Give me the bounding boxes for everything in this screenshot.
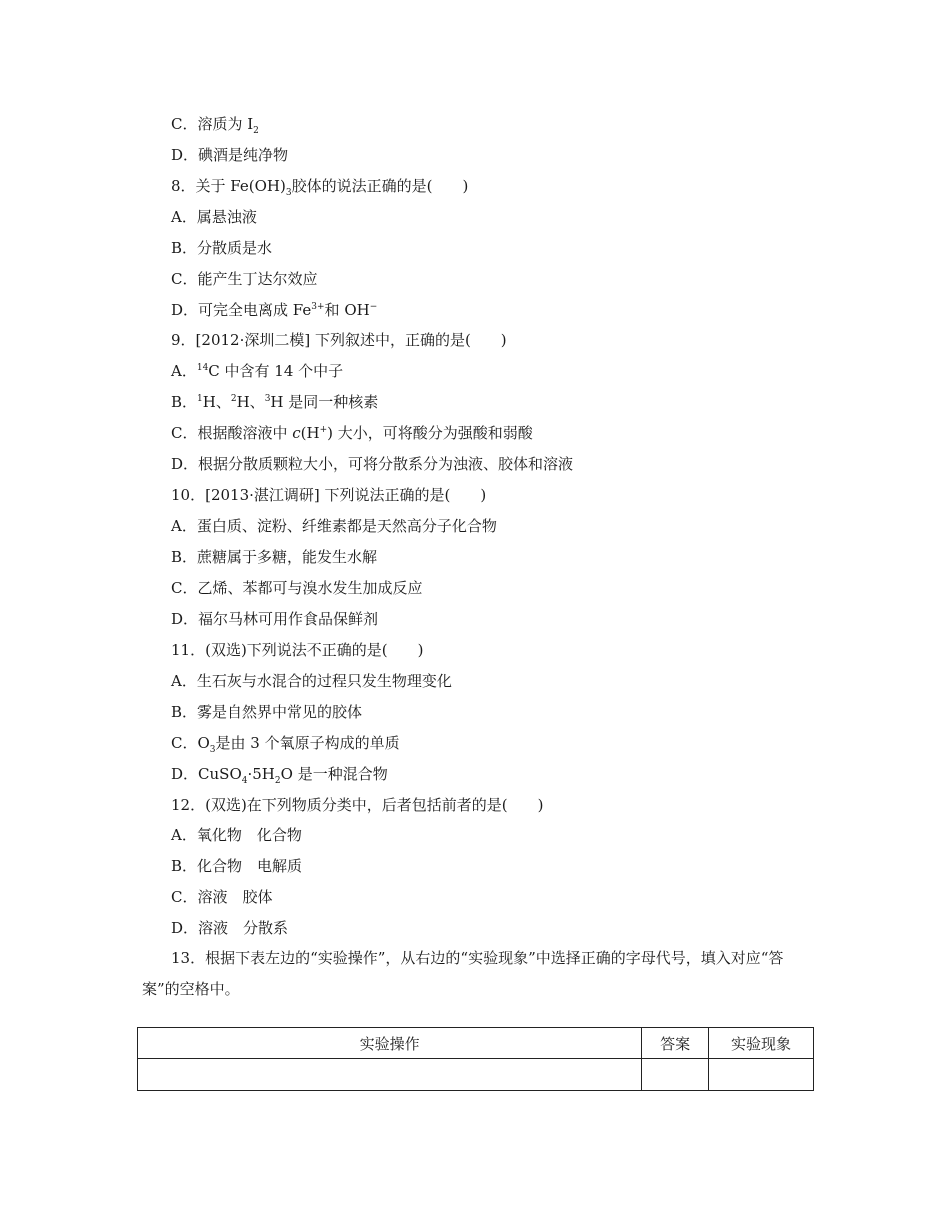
stem-text: 胶体的说法正确的是( ) xyxy=(291,177,469,195)
q13-stem: 13．根据下表左边的“实验操作”，从右边的“实验现象”中选择正确的字母代号，填入对应“答案”的空格中。 xyxy=(142,949,784,998)
option-text: O 是一种混合物 xyxy=(280,765,388,783)
q12-option-d: D．溶液 分散系 xyxy=(171,919,289,937)
q8-option-b: B．分散质是水 xyxy=(171,239,273,257)
superscript: + xyxy=(319,425,328,435)
q11-stem: 11．(双选)下列说法不正确的是( ) xyxy=(171,641,424,659)
q11-option-a: A．生石灰与水混合的过程只发生物理变化 xyxy=(171,672,452,690)
header-operation: 实验操作 xyxy=(138,1028,642,1059)
experiment-table xyxy=(137,1027,814,1091)
option-text: D．CuSO xyxy=(171,765,242,783)
header-phenomenon: 实验现象 xyxy=(709,1028,814,1059)
q7-option-d: D．碘酒是纯净物 xyxy=(171,146,289,164)
stem-text: 8．关于 Fe(OH) xyxy=(171,177,286,195)
q7-option-c xyxy=(171,114,259,134)
phenomenon-cell xyxy=(709,1059,814,1091)
q11-option-d xyxy=(171,764,388,784)
superscript: 3+ xyxy=(311,302,325,312)
superscript: 14 xyxy=(196,363,209,373)
option-text: H 是同一种核素 xyxy=(270,393,379,411)
q9-stem: 9．[2012·深圳二模] 下列叙述中，正确的是( ) xyxy=(171,331,507,349)
subscript: 3 xyxy=(209,745,216,755)
option-text: D．可完全电离成 Fe xyxy=(171,301,312,319)
q12-option-c: C．溶液 胶体 xyxy=(171,888,273,906)
q8-option-d xyxy=(171,300,377,320)
subscript: 3 xyxy=(285,188,292,198)
superscript: − xyxy=(369,302,378,312)
table-header-row xyxy=(138,1028,814,1059)
q8-option-c: C．能产生丁达尔效应 xyxy=(171,270,318,288)
q8-stem xyxy=(171,176,468,196)
option-text: C．O xyxy=(171,734,210,752)
q10-option-c: C．乙烯、苯都可与溴水发生加成反应 xyxy=(171,579,423,597)
q10-option-d: D．福尔马林可用作食品保鲜剂 xyxy=(171,610,379,628)
q8-option-a: A．属悬浊液 xyxy=(171,208,257,226)
option-text: C 中含有 14 个中子 xyxy=(208,362,344,380)
q12-option-b: B．化合物 电解质 xyxy=(171,857,303,875)
option-text: H、 xyxy=(202,393,231,411)
superscript: 2 xyxy=(230,394,237,404)
q9-option-c xyxy=(171,423,533,443)
option-text: B． xyxy=(171,393,198,411)
subscript: 4 xyxy=(241,776,248,786)
q12-option-a: A．氧化物 化合物 xyxy=(171,826,302,844)
table-row xyxy=(138,1059,814,1091)
option-text: ·5H xyxy=(247,765,275,783)
subscript: 2 xyxy=(274,776,281,786)
option-text: H、 xyxy=(236,393,265,411)
q9-option-d: D．根据分散质颗粒大小，可将分散系分为浊液、胶体和溶液 xyxy=(171,455,574,473)
option-text: C．根据酸溶液中 xyxy=(171,424,293,442)
superscript: 1 xyxy=(197,394,203,404)
operation-cell xyxy=(138,1059,642,1091)
q9-option-b xyxy=(171,392,378,412)
superscript: 3 xyxy=(264,394,271,404)
option-text: 是由 3 个氧原子构成的单质 xyxy=(215,734,400,752)
option-text: ) 大小，可将酸分为强酸和弱酸 xyxy=(327,424,533,442)
q10-option-b: B．蔗糖属于多糖，能发生水解 xyxy=(171,548,378,566)
q11-option-b: B．雾是自然界中常见的胶体 xyxy=(171,703,363,721)
q11-option-c xyxy=(171,733,400,753)
header-answer: 答案 xyxy=(642,1028,709,1059)
q9-option-a xyxy=(171,361,343,381)
option-text: 和 OH xyxy=(324,301,370,319)
answer-cell[interactable] xyxy=(642,1059,709,1091)
option-text: C．溶质为 I xyxy=(171,115,254,133)
q10-option-a: A．蛋白质、淀粉、纤维素都是天然高分子化合物 xyxy=(171,517,497,535)
subscript: 2 xyxy=(253,126,259,136)
q10-stem: 10．[2013·湛江调研] 下列说法正确的是( ) xyxy=(171,486,487,504)
q12-stem: 12．(双选)在下列物质分类中，后者包括前者的是( ) xyxy=(171,796,544,814)
italic-symbol: c xyxy=(292,424,301,442)
option-text: (H xyxy=(300,424,320,442)
option-text: A． xyxy=(171,362,197,380)
